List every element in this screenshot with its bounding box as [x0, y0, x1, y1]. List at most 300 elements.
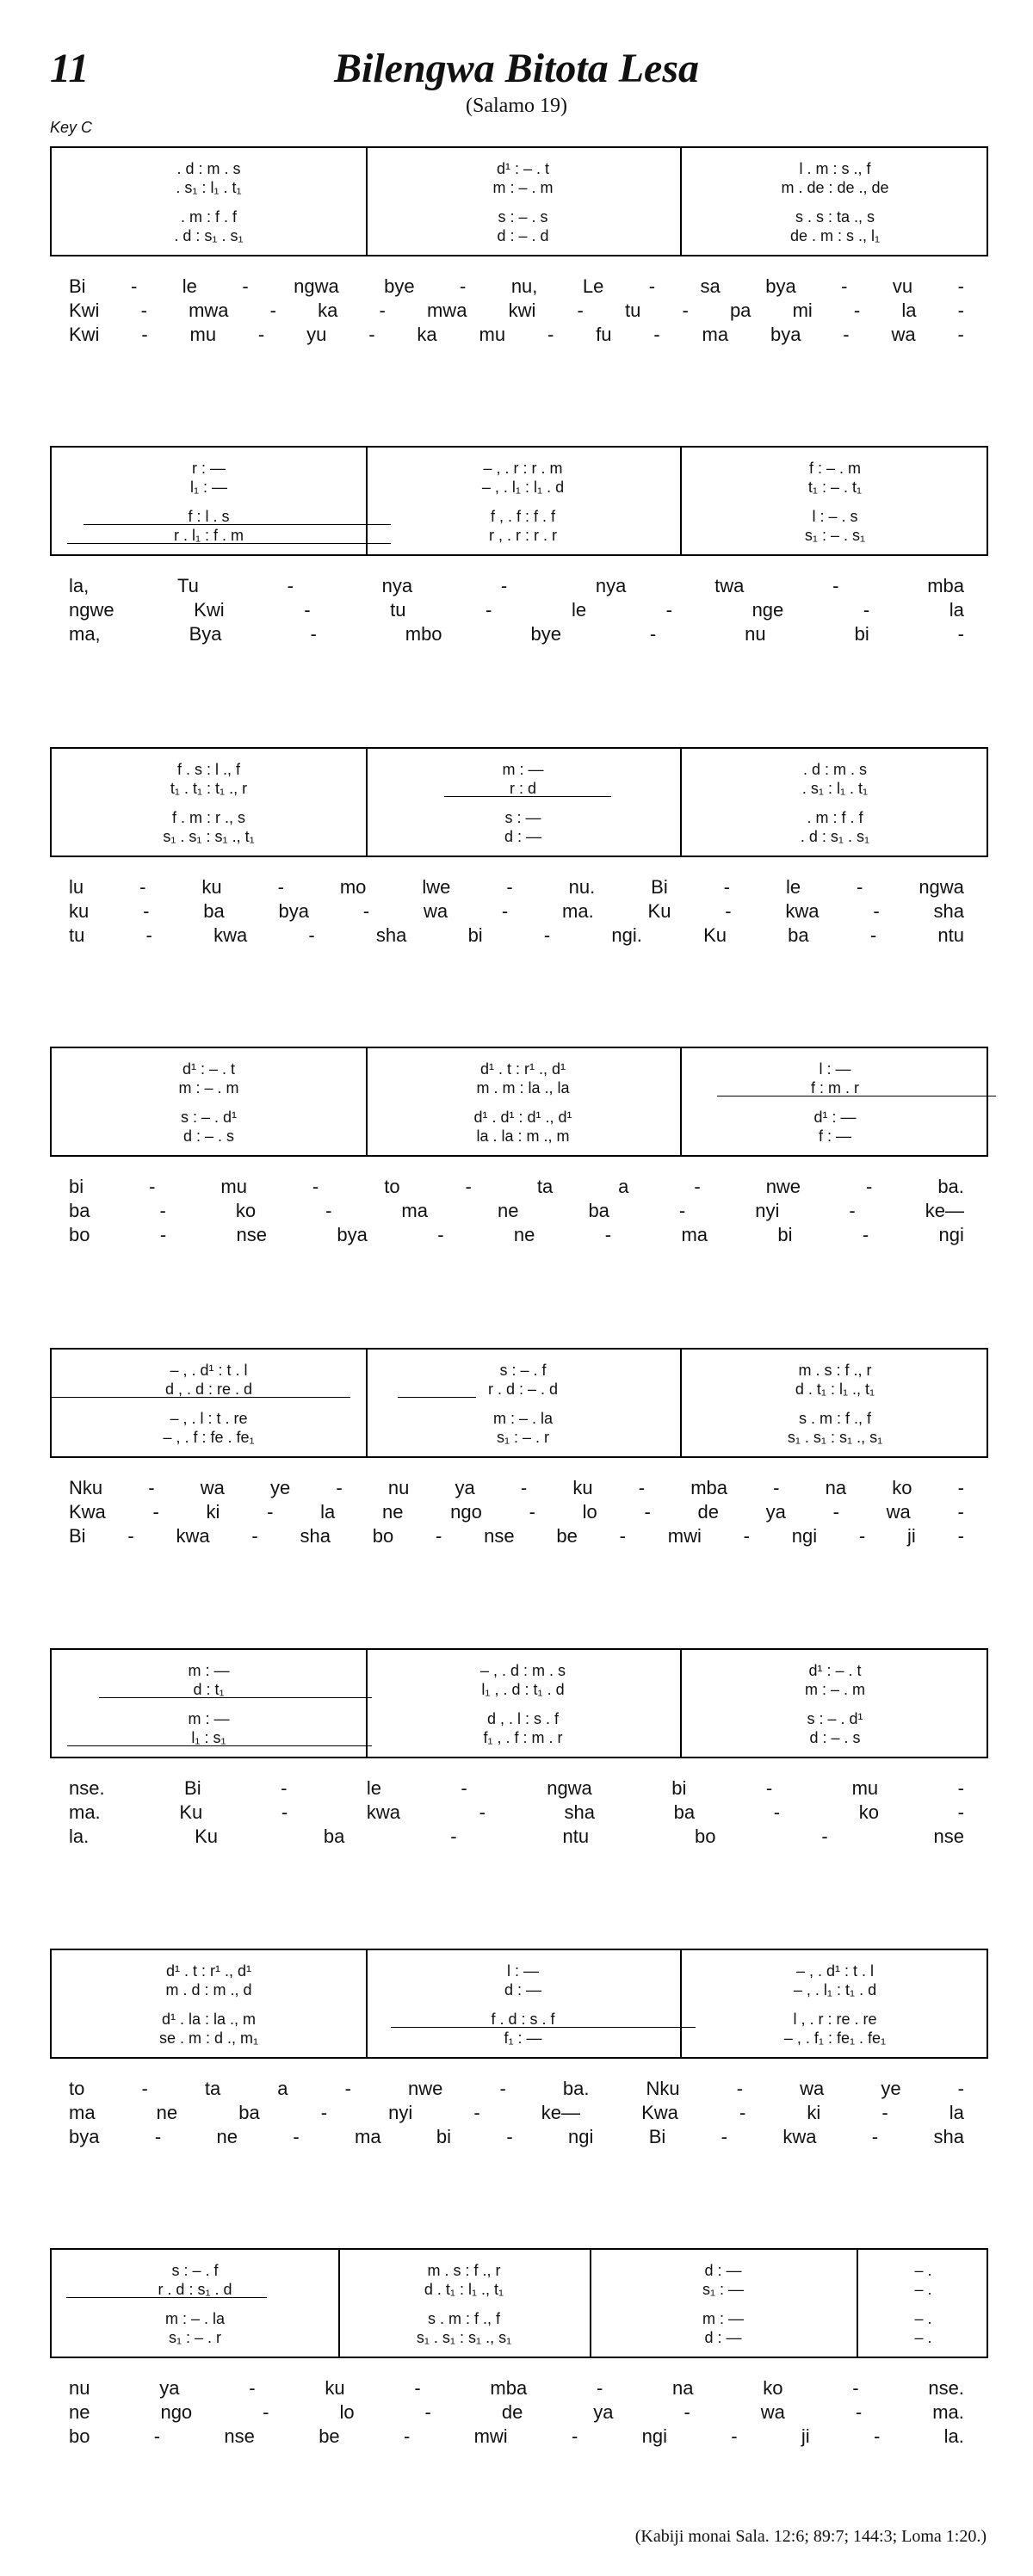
- lyric-syllable: nu: [745, 623, 766, 645]
- notation-row: – , . d : m . s: [479, 1662, 566, 1679]
- lyric-syllable: twa: [714, 575, 745, 596]
- notation-row: m : – . m: [804, 1681, 865, 1698]
- notation-row: m : —: [188, 1710, 230, 1727]
- measure: [52, 1950, 366, 2057]
- lyric-syllable: mwi: [667, 1525, 702, 1547]
- lyric-syllable: na: [672, 2377, 694, 2399]
- notation-row: d¹ . d¹ : d¹ ., d¹: [473, 1109, 572, 1126]
- lyric-line: [69, 300, 964, 322]
- syllable-hyphen: -: [682, 300, 689, 321]
- lyric-syllable: ma: [69, 2102, 96, 2123]
- syllable-hyphen: -: [852, 2377, 859, 2399]
- music-system: [50, 146, 988, 256]
- syllable-hyphen: -: [862, 1224, 869, 1245]
- lyric-syllable: Kwi: [69, 300, 100, 321]
- lyric-syllable: ntu: [562, 1825, 590, 1847]
- syllable-hyphen: -: [858, 1525, 866, 1547]
- syllable-hyphen: -: [461, 1777, 467, 1799]
- lyric-syllable: Tu: [176, 575, 199, 596]
- lyric-syllable: la: [901, 300, 917, 321]
- syllable-hyphen: -: [863, 599, 870, 621]
- lyric-syllable: ne: [69, 2401, 90, 2423]
- lyric-syllable: ya: [765, 1501, 786, 1523]
- notation-row: f . s : l ., f: [176, 761, 240, 778]
- lyric-syllable: kwa: [176, 1525, 210, 1547]
- notation-row: l₁ : —: [189, 479, 228, 496]
- lyric-syllable: lo: [339, 2401, 355, 2423]
- syllable-hyphen: -: [293, 2126, 300, 2147]
- notation-row: l : —: [819, 1060, 851, 1078]
- notation-row: d : —: [704, 2329, 742, 2346]
- lyric-syllable: Kwa: [641, 2102, 678, 2123]
- lyric-syllable: bo: [372, 1525, 394, 1547]
- music-system: [50, 1047, 988, 1157]
- lyric-syllable: nya: [595, 575, 627, 596]
- lyric-syllable: bya: [337, 1224, 368, 1245]
- notation-row: r . l₁ : f . m: [173, 527, 244, 544]
- syllable-hyphen: -: [543, 924, 551, 946]
- syllable-hyphen: -: [145, 924, 152, 946]
- syllable-hyphen: -: [437, 1224, 444, 1245]
- notation-row: s₁ : – . s₁: [804, 527, 866, 544]
- measure: [338, 2250, 590, 2357]
- lyric-syllable: Bi: [651, 876, 668, 898]
- syllable-hyphen: -: [473, 2102, 480, 2123]
- lyric-syllable: bo: [69, 1224, 90, 1245]
- syllable-hyphen: -: [957, 275, 964, 297]
- notation-row: s . s : ta ., s: [795, 208, 875, 225]
- syllable-hyphen: -: [520, 1477, 528, 1498]
- lyric-syllable: ku: [69, 900, 90, 922]
- lyric-syllable: ntu: [937, 924, 964, 946]
- notation-row: t₁ : – . t₁: [807, 479, 863, 496]
- syllable-hyphen: -: [506, 876, 513, 898]
- lyric-syllable: mi: [792, 300, 813, 321]
- lyric-syllable: Bi: [69, 1525, 86, 1547]
- syllable-hyphen: -: [312, 1176, 319, 1197]
- lyric-syllable: ne: [156, 2102, 178, 2123]
- syllable-hyphen: -: [148, 1477, 155, 1498]
- notation-row: l : —: [506, 1962, 539, 1980]
- lyric-syllable: ngwa: [919, 876, 964, 898]
- lyric-syllable: ku: [325, 2377, 345, 2399]
- syllable-hyphen: -: [619, 1525, 626, 1547]
- notation-row: – .: [914, 2262, 932, 2279]
- lyric-line: [69, 1777, 964, 1800]
- lyric-syllable: Kwi: [194, 599, 225, 621]
- lyric-syllable: ngwe: [69, 599, 114, 621]
- lyric-syllable: ma.: [932, 2401, 964, 2423]
- notation-row: . m : f . f: [807, 809, 863, 826]
- lyric-syllable: kwa: [366, 1801, 400, 1823]
- notation-row: d : —: [504, 828, 541, 845]
- lyric-syllable: ba.: [937, 1176, 964, 1197]
- lyric-syllable: ki: [206, 1501, 220, 1523]
- lyric-syllable: ku: [572, 1477, 593, 1498]
- notation-row: m : – . la: [164, 2310, 226, 2327]
- lyric-syllable: ngi: [791, 1525, 818, 1547]
- lyric-syllable: to: [384, 1176, 400, 1197]
- notation-row: r , . r : r . r: [489, 527, 557, 544]
- lyric-syllable: Bi: [648, 2126, 666, 2147]
- lyric-line: [69, 623, 964, 646]
- lyric-syllable: Ku: [195, 1825, 219, 1847]
- slur-underline: [67, 543, 391, 544]
- lyric-line: [69, 2102, 964, 2124]
- lyric-syllable: la: [949, 2102, 964, 2123]
- slur-underline: [99, 1697, 373, 1698]
- syllable-hyphen: -: [871, 2126, 879, 2147]
- lyric-line: [69, 2126, 964, 2148]
- syllable-hyphen: -: [957, 1801, 964, 1823]
- lyric-syllable: ka: [417, 324, 437, 345]
- notation-row: d¹ : – . t: [496, 160, 550, 177]
- syllable-hyphen: -: [159, 1200, 166, 1221]
- syllable-hyphen: -: [506, 2126, 513, 2147]
- syllable-hyphen: -: [857, 876, 863, 898]
- lyric-syllable: be: [319, 2425, 340, 2447]
- syllable-hyphen: -: [336, 1477, 343, 1498]
- syllable-hyphen: -: [529, 1501, 535, 1523]
- slur-underline: [391, 2027, 696, 2028]
- notation-row: s₁ . s₁ : s₁ ., s₁: [416, 2329, 512, 2346]
- syllable-hyphen: -: [957, 1777, 964, 1799]
- syllable-hyphen: -: [638, 1477, 646, 1498]
- notation-row: m . de : de ., de: [781, 179, 889, 196]
- lyric-syllable: a: [277, 2078, 288, 2099]
- syllable-hyphen: -: [832, 1501, 839, 1523]
- syllable-hyphen: -: [368, 324, 375, 345]
- syllable-hyphen: -: [731, 2425, 738, 2447]
- notation-row: – , . l₁ : l₁ . d: [481, 479, 565, 496]
- notation-row: – , . l₁ : t₁ . d: [793, 1981, 877, 1998]
- syllable-hyphen: -: [596, 2377, 603, 2399]
- lyric-syllable: ko: [235, 1200, 257, 1221]
- notation-row: se . m : d ., m₁: [158, 2029, 259, 2047]
- syllable-hyphen: -: [436, 1525, 442, 1547]
- lyric-line: [69, 2377, 964, 2400]
- notation-row: f . m : r ., s: [172, 809, 245, 826]
- syllable-hyphen: -: [841, 275, 848, 297]
- notation-row: l₁ , . d : t₁ . d: [481, 1681, 565, 1698]
- notation-row: m : —: [702, 2310, 744, 2327]
- syllable-hyphen: -: [269, 300, 276, 321]
- syllable-hyphen: -: [251, 1525, 258, 1547]
- syllable-hyphen: -: [684, 2401, 690, 2423]
- lyric-syllable: wa: [891, 324, 916, 345]
- slur-underline: [444, 796, 610, 797]
- syllable-hyphen: -: [644, 1501, 651, 1523]
- music-system: [50, 1348, 988, 1458]
- notation-row: d , . d : re . d: [164, 1381, 253, 1398]
- lyric-syllable: mba: [690, 1477, 727, 1498]
- notation-row: d¹ : —: [813, 1109, 857, 1126]
- lyric-syllable: mba: [927, 575, 964, 596]
- lyric-syllable: ba: [788, 924, 809, 946]
- lyric-syllable: ba: [673, 1801, 696, 1823]
- syllable-hyphen: -: [242, 275, 249, 297]
- lyric-syllable: ma: [401, 1200, 428, 1221]
- syllable-hyphen: -: [249, 2377, 256, 2399]
- music-system: [50, 747, 988, 857]
- lyric-syllable: la.: [69, 1825, 90, 1847]
- notation-row: . m : f . f: [180, 208, 237, 225]
- measure: [52, 1048, 366, 1155]
- lyric-syllable: nya: [381, 575, 413, 596]
- notation-row: s . m : f ., f: [798, 1410, 871, 1427]
- notation-row: d¹ : – . t: [182, 1060, 236, 1078]
- syllable-hyphen: -: [143, 900, 150, 922]
- syllable-hyphen: -: [957, 623, 964, 645]
- notation-row: l₁ : s₁: [191, 1729, 226, 1746]
- lyric-syllable: bi: [436, 2126, 452, 2147]
- lyric-syllable: nwe: [765, 1176, 801, 1197]
- measure: [857, 2250, 990, 2357]
- syllable-hyphen: -: [287, 575, 294, 596]
- notation-row: s : – . f: [171, 2262, 219, 2279]
- lyric-syllable: kwa: [785, 900, 820, 922]
- syllable-hyphen: -: [325, 1200, 332, 1221]
- lyric-syllable: nse: [933, 1825, 964, 1847]
- syllable-hyphen: -: [957, 1501, 964, 1523]
- lyric-line: [69, 2078, 964, 2100]
- syllable-hyphen: -: [821, 1825, 828, 1847]
- measure: [366, 1650, 680, 1757]
- syllable-hyphen: -: [153, 2425, 161, 2447]
- lyric-line: [69, 275, 964, 298]
- notation-row: f₁ : —: [504, 2029, 542, 2047]
- measure: [366, 1048, 680, 1155]
- lyric-syllable: bi: [671, 1777, 687, 1799]
- syllable-hyphen: -: [501, 900, 509, 922]
- lyric-syllable: yu: [306, 324, 327, 345]
- notation-row: f₁ , . f : m . r: [483, 1729, 563, 1746]
- syllable-hyphen: -: [344, 2078, 351, 2099]
- lyric-syllable: la: [949, 599, 964, 621]
- measure: [680, 1048, 990, 1155]
- notation-row: m . m : la ., la: [476, 1079, 570, 1096]
- syllable-hyphen: -: [773, 1477, 780, 1498]
- slur-underline: [66, 2297, 267, 2298]
- lyric-syllable: ko: [763, 2377, 783, 2399]
- syllable-hyphen: -: [479, 1801, 486, 1823]
- lyric-syllable: ba.: [562, 2078, 590, 2099]
- lyric-syllable: mwi: [473, 2425, 508, 2447]
- syllable-hyphen: -: [140, 300, 147, 321]
- lyric-syllable: ngwa: [294, 275, 339, 297]
- syllable-hyphen: -: [849, 1200, 856, 1221]
- lyric-syllable: ka: [318, 300, 338, 321]
- syllable-hyphen: -: [465, 1176, 472, 1197]
- lyric-syllable: mu: [851, 1777, 879, 1799]
- lyric-syllable: bo: [694, 1825, 716, 1847]
- notation-row: m . d : m ., d: [165, 1981, 252, 1998]
- lyric-line: [69, 1200, 964, 1222]
- measure: [590, 2250, 857, 2357]
- lyric-syllable: ye: [270, 1477, 291, 1498]
- lyric-syllable: ma: [355, 2126, 381, 2147]
- lyric-line: [69, 599, 964, 621]
- lyric-line: [69, 1176, 964, 1198]
- lyric-syllable: nwe: [408, 2078, 443, 2099]
- lyric-syllable: sha: [375, 924, 407, 946]
- lyric-syllable: vu: [892, 275, 913, 297]
- slur-underline: [398, 1397, 476, 1398]
- music-system: [50, 1648, 988, 1758]
- syllable-hyphen: -: [152, 1501, 159, 1523]
- syllable-hyphen: -: [460, 275, 467, 297]
- lyric-line: [69, 1477, 964, 1499]
- lyric-syllable: ji: [801, 2425, 810, 2447]
- lyric-syllable: nu: [387, 1477, 410, 1498]
- notation-row: s . m : f ., f: [427, 2310, 500, 2327]
- lyric-syllable: Ku: [703, 924, 727, 946]
- lyric-syllable: Kwa: [69, 1501, 106, 1523]
- notation-row: s : – . d¹: [180, 1109, 238, 1126]
- notation-row: d : – . d: [497, 227, 549, 244]
- measure: [52, 1350, 366, 1456]
- syllable-hyphen: -: [694, 1176, 701, 1197]
- lyric-syllable: bi: [854, 623, 869, 645]
- syllable-hyphen: -: [853, 300, 861, 321]
- lyric-syllable: nse.: [69, 1777, 105, 1799]
- lyric-syllable: to: [69, 2078, 85, 2099]
- lyric-syllable: ya: [159, 2377, 180, 2399]
- syllable-hyphen: -: [499, 2078, 506, 2099]
- notation-row: la . la : m ., m: [476, 1127, 570, 1145]
- hymn-subtitle: (Salamo 19): [466, 95, 567, 117]
- lyric-syllable: sha: [933, 2126, 964, 2147]
- lyric-syllable: lwe: [422, 876, 451, 898]
- notation-row: m : – . m: [492, 179, 554, 196]
- lyric-syllable: Nku: [69, 1477, 103, 1498]
- lyric-syllable: ya: [593, 2401, 614, 2423]
- lyric-syllable: ye: [881, 2078, 901, 2099]
- lyric-line: [69, 1825, 964, 1848]
- lyric-syllable: na: [825, 1477, 847, 1498]
- measure: [680, 1350, 990, 1456]
- syllable-hyphen: -: [873, 2425, 881, 2447]
- lyric-line: [69, 1801, 964, 1824]
- lyric-line: [69, 2425, 964, 2448]
- syllable-hyphen: -: [486, 599, 492, 621]
- syllable-hyphen: -: [572, 2425, 578, 2447]
- lyric-syllable: ma: [702, 324, 729, 345]
- notation-row: r : —: [192, 460, 226, 477]
- notation-row: l : – . s: [812, 508, 858, 525]
- syllable-hyphen: -: [547, 324, 554, 345]
- lyric-syllable: ki: [807, 2102, 821, 2123]
- lyric-syllable: wa: [423, 900, 448, 922]
- notation-row: m : – . m: [178, 1079, 239, 1096]
- notation-row: d¹ . t : r¹ ., d¹: [479, 1060, 566, 1078]
- lyric-syllable: wa: [800, 2078, 825, 2099]
- lyric-syllable: ngo: [160, 2401, 193, 2423]
- measure: [680, 1950, 990, 2057]
- notation-row: r . d : s₁ . d: [158, 2281, 232, 2298]
- syllable-hyphen: -: [957, 300, 964, 321]
- notation-row: l . m : s ., f: [799, 160, 871, 177]
- lyric-syllable: lu: [69, 876, 84, 898]
- lyric-syllable: de: [501, 2401, 523, 2423]
- syllable-hyphen: -: [403, 2425, 411, 2447]
- lyric-syllable: ba: [323, 1825, 345, 1847]
- notation-row: – , . d¹ : t . l: [795, 1962, 875, 1980]
- music-system: [50, 446, 988, 556]
- measure: [680, 148, 990, 255]
- syllable-hyphen: -: [721, 2126, 727, 2147]
- syllable-hyphen: -: [739, 2102, 746, 2123]
- lyric-syllable: fu: [596, 324, 612, 345]
- notation-row: – .: [914, 2329, 932, 2346]
- lyric-syllable: nge: [752, 599, 784, 621]
- measure: [52, 448, 366, 554]
- notation-row: s₁ : – . r: [496, 1429, 550, 1446]
- syllable-hyphen: -: [653, 324, 660, 345]
- syllable-hyphen: -: [308, 924, 315, 946]
- notation-row: – , . f : fe . fe₁: [163, 1429, 255, 1446]
- notation-row: d : —: [504, 1981, 541, 1998]
- syllable-hyphen: -: [281, 1777, 288, 1799]
- measure: [680, 749, 990, 856]
- syllable-hyphen: -: [843, 324, 850, 345]
- lyric-syllable: nu,: [510, 275, 538, 297]
- lyric-syllable: ta: [536, 1176, 554, 1197]
- lyric-syllable: mu: [189, 324, 217, 345]
- lyric-syllable: bya: [69, 2126, 100, 2147]
- syllable-hyphen: -: [139, 876, 146, 898]
- notation-row: d : t₁: [193, 1681, 225, 1698]
- notation-row: – , . l : t . re: [170, 1410, 248, 1427]
- lyric-syllable: ke—: [925, 1200, 964, 1221]
- lyric-syllable: ba: [69, 1200, 90, 1221]
- notation-row: f : —: [818, 1127, 851, 1145]
- syllable-hyphen: -: [263, 2401, 269, 2423]
- lyric-syllable: Bya: [189, 623, 222, 645]
- syllable-hyphen: -: [127, 1525, 134, 1547]
- lyric-syllable: mbo: [405, 623, 442, 645]
- syllable-hyphen: -: [424, 2401, 431, 2423]
- notation-row: d : – . s: [182, 1127, 235, 1145]
- lyric-syllable: nyi: [388, 2102, 413, 2123]
- slur-underline: [52, 1397, 350, 1398]
- lyric-syllable: la: [320, 1501, 336, 1523]
- lyric-syllable: ku: [201, 876, 222, 898]
- syllable-hyphen: -: [267, 1501, 274, 1523]
- lyric-syllable: ba: [238, 2102, 260, 2123]
- lyric-line: [69, 924, 964, 947]
- lyric-syllable: le: [182, 275, 197, 297]
- lyric-line: [69, 1224, 964, 1246]
- lyric-syllable: le: [785, 876, 801, 898]
- lyric-syllable: bya: [765, 275, 796, 297]
- syllable-hyphen: -: [277, 876, 284, 898]
- lyric-syllable: ko: [892, 1477, 912, 1498]
- syllable-hyphen: -: [450, 1825, 457, 1847]
- lyric-syllable: ngwa: [547, 1777, 592, 1799]
- lyric-syllable: ne: [513, 1224, 535, 1245]
- lyric-syllable: bi: [467, 924, 483, 946]
- measure: [366, 1350, 680, 1456]
- lyric-syllable: kwa: [213, 924, 248, 946]
- slur-underline: [67, 1745, 372, 1746]
- notation-row: – , . d¹ : t . l: [170, 1362, 248, 1379]
- notation-row: m : —: [188, 1662, 230, 1679]
- notation-row: – .: [914, 2310, 932, 2327]
- syllable-hyphen: -: [773, 1801, 781, 1823]
- notation-row: – , . f₁ : fe₁ . fe₁: [783, 2029, 887, 2047]
- lyric-syllable: Le: [582, 275, 604, 297]
